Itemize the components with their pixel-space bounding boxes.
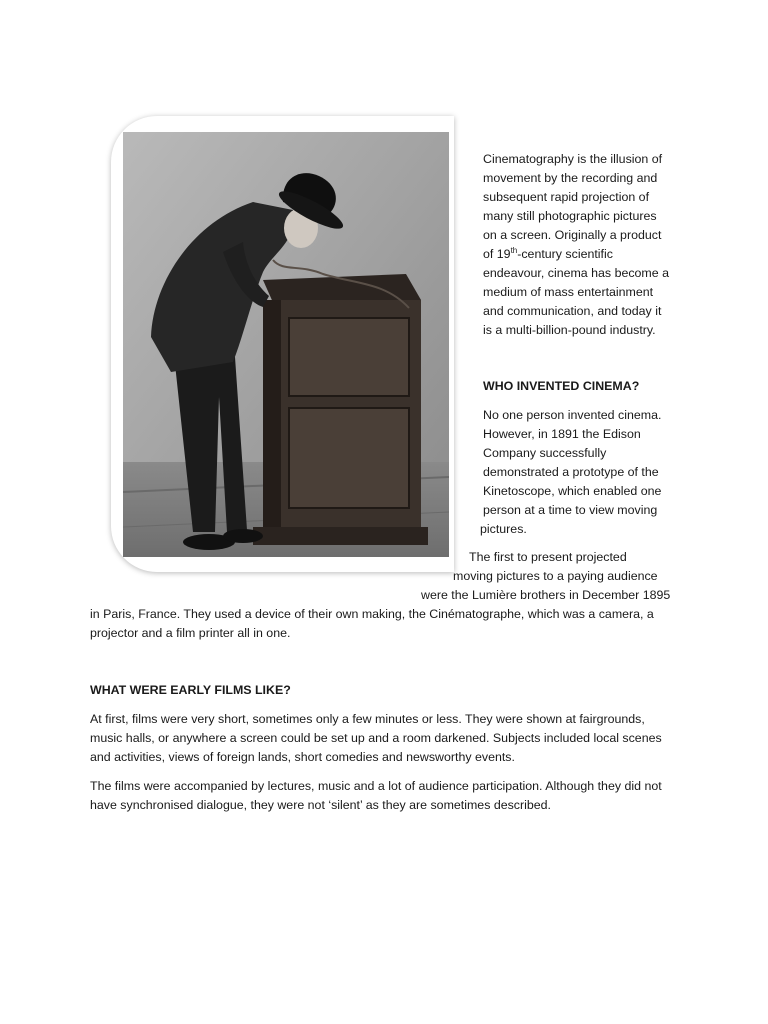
text-line: Kinetoscope, which enabled one xyxy=(483,484,662,498)
text-line: No one person invented cinema. xyxy=(483,408,662,422)
early-films-paragraph-1: At first, films were very short, sometimes only a few minutes or less. They were shown at fairgrounds, music halls, or anywhere a screen could be set up and a room darkened. Subjects included local scenes and activities, views of foreign lands, short comedies and newsworthy events. xyxy=(90,712,662,764)
text-line: and communication, and today it xyxy=(483,304,662,318)
text-line: of 19th-century scientific xyxy=(483,245,613,261)
section-heading-early-films: WHAT WERE EARLY FILMS LIKE? xyxy=(90,683,291,697)
text-line: The first to present projected xyxy=(469,550,627,564)
kinetoscope-photo xyxy=(123,132,449,557)
section-heading-who-invented: WHO INVENTED CINEMA? xyxy=(483,379,640,393)
text-line: Cinematography is the illusion of xyxy=(483,152,663,166)
text-line: in Paris, France. They used a device of their own making, the Cinématographe, which was a camera, a xyxy=(90,607,654,621)
superscript: th xyxy=(510,245,518,255)
text-line: medium of mass entertainment xyxy=(483,285,654,299)
text-line: moving pictures to a paying audience xyxy=(453,569,658,583)
early-films-paragraph-2: The films were accompanied by lectures, music and a lot of audience participation. Although they did not have synchronised dialogue, they were not ‘silent’ as they are sometimes described. xyxy=(90,779,662,812)
text-line: subsequent rapid projection of xyxy=(483,190,650,204)
text-line: were the Lumière brothers in December 1895 xyxy=(421,588,671,602)
text-line: movement by the recording and xyxy=(483,171,658,185)
text-line: However, in 1891 the Edison xyxy=(483,427,641,441)
text-line: pictures. xyxy=(480,522,527,536)
photo-frame xyxy=(111,116,454,572)
text-line: demonstrated a prototype of the xyxy=(483,465,659,479)
text-line: person at a time to view moving xyxy=(483,503,658,517)
text-line: on a screen. Originally a product xyxy=(483,228,662,242)
text-line: Company successfully xyxy=(483,446,607,460)
text-line: projector and a film printer all in one. xyxy=(90,626,291,640)
text-line: many still photographic pictures xyxy=(483,209,657,223)
text-line: is a multi-billion-pound industry. xyxy=(483,323,656,337)
text-line: endeavour, cinema has become a xyxy=(483,266,669,280)
